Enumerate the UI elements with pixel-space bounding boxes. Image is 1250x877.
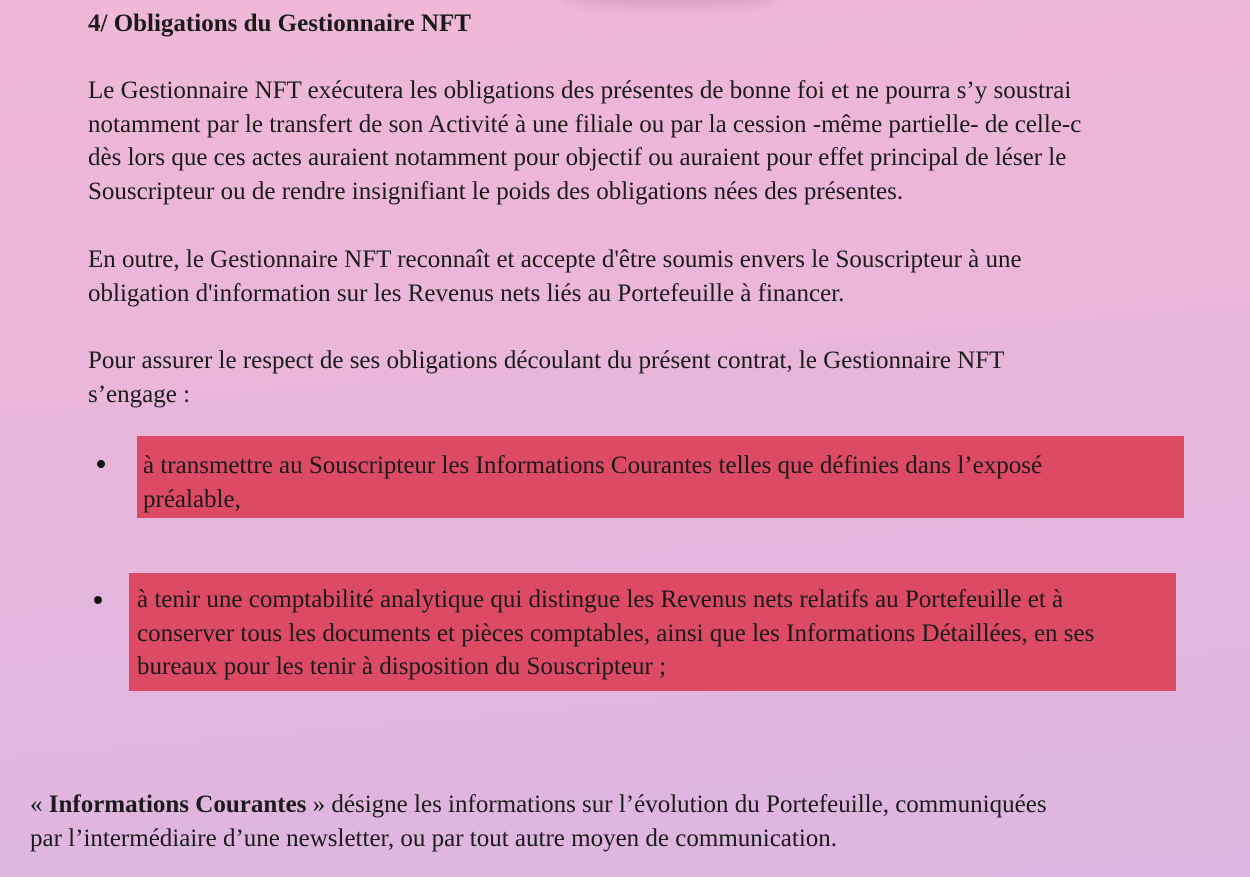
paragraph-line: En outre, le Gestionnaire NFT reconnaît et accepte d'être soumis envers le Souscripteur à une (88, 246, 1022, 273)
bullet-line: préalable, (143, 485, 241, 513)
paragraph-information-obligation (88, 243, 1250, 310)
definition-line: par l’intermédiaire d’une newsletter, ou par tout autre moyen de communication. (30, 824, 838, 852)
paragraph-line: obligation d'information sur les Revenus nets liés au Portefeuille à financer. (88, 279, 845, 307)
bullet-line: bureaux pour les tenir à disposition du Souscripteur ; (137, 653, 667, 680)
bullet-line: conserver tous les documents et pièces comptables, ainsi que les Informations Détaillées, en ses (137, 619, 1095, 647)
bullet-line: à transmettre au Souscripteur les Informations Courantes telles que définies dans l’exposé (143, 452, 1043, 479)
paragraph-line: s’engage : (88, 380, 191, 408)
paragraph-line: Souscripteur ou de rendre insignifiant le poids des obligations nées des présentes. (88, 177, 904, 205)
open-quote: « (30, 791, 49, 818)
paragraph-line: Pour assurer le respect de ses obligations découlant du présent contrat, le Gestionnaire NFT (88, 347, 1005, 374)
definition-informations-courantes (30, 788, 1240, 855)
paragraph-good-faith (88, 74, 1250, 208)
highlighted-bullet-item (129, 573, 1176, 691)
highlighted-bullet-item (137, 436, 1184, 518)
bullet-dot-icon (94, 596, 102, 604)
definition-text: » désigne les informations sur l’évolution du Portefeuille, communiquées (306, 791, 1047, 818)
section-heading: 4/ Obligations du Gestionnaire NFT (88, 10, 471, 37)
paragraph-line: notamment par le transfert de son Activité à une filiale ou par la cession -même partielle- de celle-c (88, 110, 1082, 138)
bullet-line: à tenir une comptabilité analytique qui distingue les Revenus nets relatifs au Portefeuille et à (137, 586, 1064, 613)
top-shadow-decoration (560, 0, 780, 8)
bullet-dot-icon (97, 460, 105, 468)
paragraph-commitment-intro (88, 344, 1250, 411)
bullet-text (137, 583, 1094, 684)
defined-term: Informations Courantes (48, 791, 307, 818)
definition-line (30, 788, 1240, 822)
paragraph-line: Le Gestionnaire NFT exécutera les obligations des présentes de bonne foi et ne pourra s’y soustrai (88, 77, 1072, 104)
bullet-text (143, 449, 1042, 516)
paragraph-line: dès lors que ces actes auraient notamment pour objectif ou auraient pour effet principal de léser le (88, 144, 1067, 171)
